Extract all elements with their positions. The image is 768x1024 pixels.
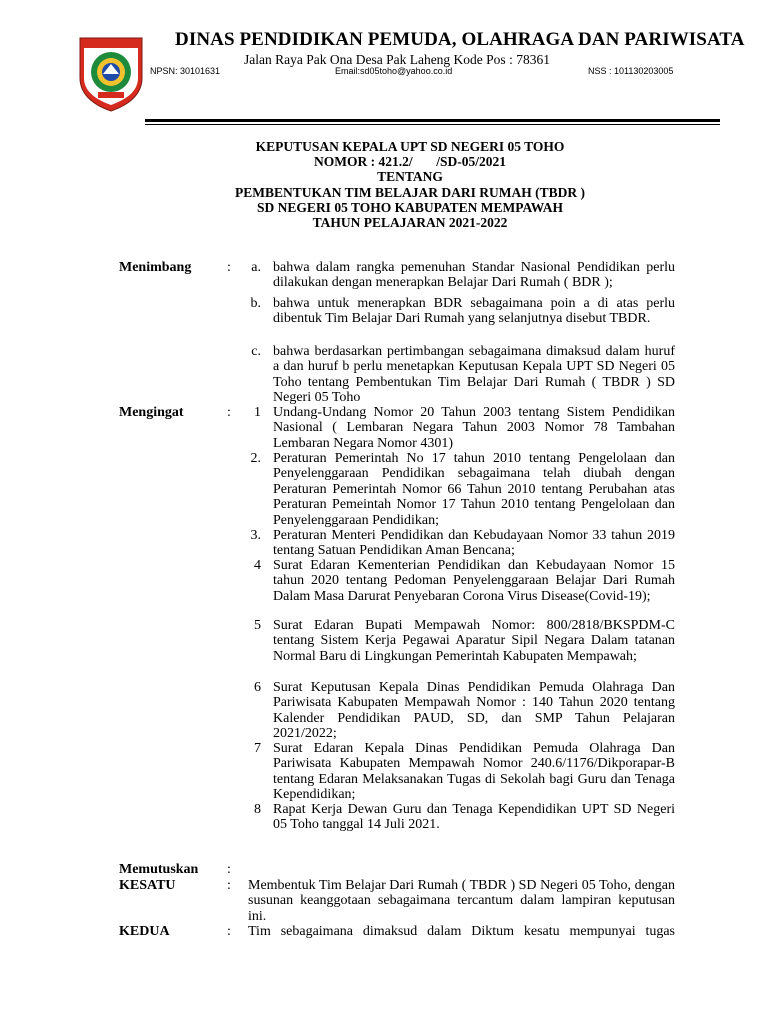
mengingat-marker-7: 7 [254,741,261,756]
mengingat-item-7: Surat Edaran Kepala Dinas Pendidikan Pemuda Olahraga Dan Pariwisata Kabupaten Mempawah Nomor 240.6/1176/Dikporapar-B tentang Edaran Melaksanakan Tugas di Sekolah bagi Guru dan Tenaga Kependidikan; [273,741,675,803]
mengingat-marker-4: 4 [254,558,261,573]
kesatu-colon: : [227,878,231,893]
memutuskan-colon: : [227,862,231,877]
agency-name: DINAS PENDIDIKAN PEMUDA, OLAHRAGA DAN PARIWISATA [175,29,745,50]
title-line-4: PEMBENTUKAN TIM BELAJAR DARI RUMAH (TBDR ) [234,184,585,200]
npsn-number: NPSN: 30101631 [150,66,221,76]
regency-logo [76,34,146,112]
menimbang-colon: : [227,260,231,275]
kedua-text: Tim sebagaimana dimaksud dalam Diktum kesatu mempunyai tugas [248,924,675,939]
title-line-5: SD NEGERI 05 TOHO KABUPATEN MEMPAWAH [257,199,563,215]
nss-number: NSS : 101130203005 [588,66,674,76]
mengingat-item-4: Surat Edaran Kementerian Pendidikan dan Kebudayaan Nomor 15 tahun 2020 tentang Pedoman Penyelenggaraan Belajar Dari Rumah Dalam Masa Darurat Penyebaran Corona Virus Disease(Covid-19); [273,558,675,604]
kesatu-text: Membentuk Tim Belajar Dari Rumah ( TBDR ) SD Negeri 05 Toho, dengan susunan keanggotaan sebagaimana tercantum dalam lampiran keputusan ini. [248,878,675,924]
kedua-label: KEDUA [119,924,170,939]
menimbang-item-b: bahwa untuk menerapkan BDR sebagaimana poin a di atas perlu dibentuk Tim Belajar Dari Rumah yang selanjutnya disebut TBDR. [273,296,675,327]
memutuskan-label: Memutuskan [119,862,199,877]
mengingat-colon: : [227,405,231,420]
menimbang-marker-c: c. [251,344,261,359]
kedua-colon: : [227,924,231,939]
school-email: Email:sd05toho@yahoo.co.id [335,66,453,76]
mengingat-item-2: Peraturan Pemerintah No 17 tahun 2010 tentang Pengelolaan dan Penyelenggaraan Pendidikan sebagaimana telah diubah dengan Peraturan Pemerintah Nomor 66 Tahun 2010 tentang Perubahan atas Peraturan Pemeintah Nomor 17 Tahun 2010 tentang Pengelolaan dan Penyelenggaraan Pendidikan; [273,451,675,528]
mengingat-marker-6: 6 [254,680,261,695]
title-line-1: KEPUTUSAN KEPALA UPT SD NEGERI 05 TOHO [255,139,565,154]
title-line-6: TAHUN PELAJARAN 2021-2022 [312,215,508,231]
mengingat-marker-3: 3. [250,528,261,543]
letterhead-rule-thick [145,119,720,122]
kesatu-label: KESATU [119,878,176,893]
mengingat-marker-5: 5 [254,618,261,633]
mengingat-item-3: Peraturan Menteri Pendidikan dan Kebudayaan Nomor 33 tahun 2019 tentang Satuan Pendidikan Aman Bencana; [273,528,675,559]
menimbang-marker-b: b. [250,296,261,311]
mengingat-marker-1: 1 [254,405,261,420]
letterhead-rule-thin [145,124,720,125]
agency-address: Jalan Raya Pak Ona Desa Pak Laheng Kode Pos : 78361 [244,52,550,67]
mengingat-marker-8: 8 [254,802,261,817]
title-line-2: NOMOR : 421.2/ /SD-05/2021 [314,154,506,170]
mengingat-item-8: Rapat Kerja Dewan Guru dan Tenaga Kependidikan UPT SD Negeri 05 Toho tanggal 14 Juli 2021. [273,802,675,833]
mengingat-item-5: Surat Edaran Bupati Mempawah Nomor: 800/2818/BKSPDM-C tentang Sistem Kerja Pegawai Aparatur Sipil Negara Dalam tatanan Normal Baru di Lingkungan Pemerintah Kabupaten Mempawah; [273,618,675,664]
menimbang-label: Menimbang [119,260,192,275]
mengingat-item-1: Undang-Undang Nomor 20 Tahun 2003 tentang Sistem Pendidikan Nasional ( Lembaran Negara Tahun 2003 Nomor 78 Tambahan Lembaran Negara Nomor 4301) [273,405,675,451]
mengingat-item-6: Surat Keputusan Kepala Dinas Pendidikan Pemuda Olahraga Dan Pariwisata Kabupaten Mempawah Nomor : 140 Tahun 2020 tentang Kalender Pendidikan PAUD, SD, dan SMP Tahun Pelajaran 2021/2022; [273,680,675,742]
decree-title [140,139,680,230]
menimbang-item-a: bahwa dalam rangka pemenuhan Standar Nasional Pendidikan perlu dilakukan dengan menerapkan Belajar Dari Rumah ( BDR ); [273,260,675,291]
mengingat-label: Mengingat [119,405,184,420]
menimbang-marker-a: a. [251,260,261,275]
title-line-3: TENTANG [377,169,443,185]
menimbang-item-c: bahwa berdasarkan pertimbangan sebagaimana dimaksud dalam huruf a dan huruf b perlu menetapkan Keputusan Kepala UPT SD Negeri 05 Toho tentang Pembentukan Tim Belajar Dari Rumah ( TBDR ) SD Negeri 05 Toho [273,344,675,406]
mengingat-marker-2: 2. [250,451,261,466]
